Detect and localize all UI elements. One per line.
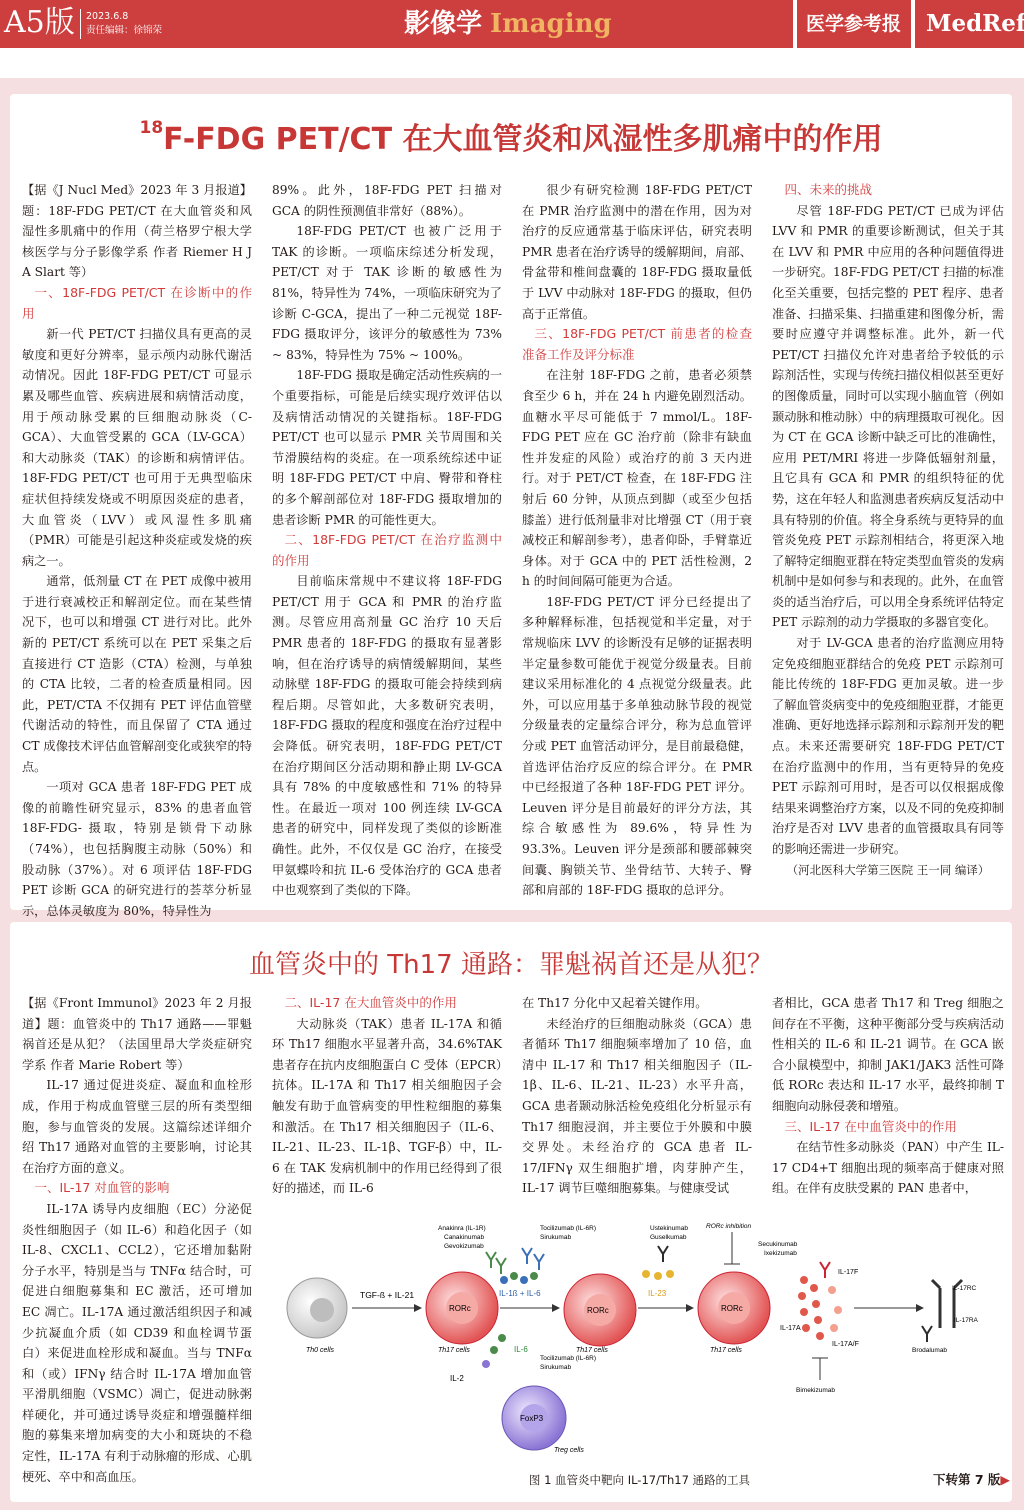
drug5-secukinumab: Secukinumab <box>758 1241 798 1248</box>
drug4-guselkumab: Guselkumab <box>650 1234 687 1241</box>
th17-label-3: Th17 cells <box>710 1347 742 1354</box>
paper-name-cn: 医学参考报 <box>806 13 902 35</box>
paragraph: 18F-FDG 摄取是确定活动性疾病的一个重要指标，可能是后续实现疗效评估以及病情活动情况的关键指标。18F-FDG PET/CT 也可以显示 PMR 关节周围和关节滑膜结构的炎症。在一项系统综述中证明 18F-FDG PET/CT 中肩、臀带和脊柱的多个解剖部位对 18F-FDG 摄取增加的患者诊断 PMR 的可能性更大。 <box>272 368 503 527</box>
drug4-ustekinumab: Ustekinumab <box>650 1225 688 1232</box>
article1-column-2 <box>272 180 502 904</box>
article2-title: 血管炎中的 Th17 通路：罪魁祸首还是从犯？ <box>249 950 773 980</box>
translator-credit: （河北医科大学第三医院 王一同 编译） <box>786 862 990 877</box>
header-bar <box>793 0 797 48</box>
section-title-en: Imaging <box>490 9 612 39</box>
continue-arrow-icon: ▶ <box>1000 1472 1010 1487</box>
drug2-sirukumab: Sirukumab <box>540 1234 572 1241</box>
il2-label: IL-2 <box>450 1374 464 1383</box>
il17f-label: IL-17F <box>838 1269 859 1276</box>
paragraph: 尽管 18F-FDG PET/CT 已成为评估 LVV 和 PMR 的重要诊断测试，但关于其在 LVV 和 PMR 中应用的各种问题值得进一步研究。18F-FDG PET/CT 扫描的标准化至关重要，包括完整的 PET 程序、患者准备、扫描采集、扫描重建和图像分析，需要时应遵守并调整标准。此外，新一代 PET/CT 扫描仪允许对患者给予较低的示踪剂活性，实现与传统扫描仪相似甚至更好的图像质量，同时可以实现小脑血管（例如颞动脉和椎动脉）中的病理摄取可视化。因为 CT 在 GCA 诊断中缺乏可比的准确性，应用 PET/MRI 将进一步降低辐射剂量，且它具有 GCA 和 PMR 的组织特征的优势，这在年轻人和监测患者疾病反复活动中具有特别的价值。将全身系统与更特异的血管炎免疫 PET 示踪剂相结合，将更深入地了解特定细胞亚群在特定类型血管炎的发病机制中是如何参与和表现的。此外，在血管炎的适当治疗后，可以用全身系统评估特定 PET 示踪剂的动力学摄取的多器官变化。 <box>772 203 1004 630</box>
article1-column-1 <box>22 180 252 918</box>
paragraph: 18F-FDG PET/CT 也被广泛用于 TAK 的诊断。一项临床综述分析发现，PET/CT 对于 TAK 诊断的敏感性为 81%，特异性为 74%，一项临床研究为了诊断 C-GCA，提出了一种二元视觉 18F-FDG 摄取评分，该评分的敏感性为 73% ~ 83%，特异性为 75% ~ 100%。 <box>272 224 502 362</box>
article2-column-4 <box>772 993 1004 1215</box>
th17-label-2: Th17 cells <box>576 1347 608 1354</box>
drug5-ixekizumab: Ixekizumab <box>764 1250 797 1257</box>
figure-caption: 图 1 血管炎中靶向 IL-17/Th17 通路的工具 <box>528 1473 751 1487</box>
il17-dot-cluster <box>798 1276 842 1340</box>
paragraph: IL-17 通过促进炎症、凝血和血栓形成，作用于构成血管壁三层的所有类型细胞，参与血管炎的发展。这篇综述详细介绍 Th17 通路对血管的主要影响，讨论其在治疗方面的意义。 <box>22 1078 252 1175</box>
header-bar <box>911 0 915 48</box>
article2-column-1 <box>22 993 252 1493</box>
brodalumab-label: Brodalumab <box>912 1347 948 1354</box>
drug3-tocilizumab: Tocilizumab (IL-6R) <box>540 1355 596 1362</box>
rorc-label-3: RORc <box>721 1304 743 1313</box>
continue-note <box>900 1470 1010 1490</box>
antibody-icon <box>486 1252 506 1274</box>
il17a-label: IL-17A <box>780 1325 801 1332</box>
th17-label-1: Th17 cells <box>438 1347 470 1354</box>
paragraph: 在结节性多动脉炎（PAN）中产生 IL-17 CD4+T 细胞出现的频率高于健康对照组。在伴有皮肤受累的 PAN 患者中， <box>772 1140 1004 1196</box>
paragraph: 未经治疗的巨细胞动脉炎（GCA）患者循环 Th17 细胞频率增加了 10 倍，血清中 IL-17 和 Th17 相关细胞因子（IL-1β、IL-6、IL-21、IL-23）水平升高，GCA 患者颞动脉活检免疫组化分析显示有 Th17 细胞浸润，并主要位于外膜和中膜交界处。未经治疗的 GCA 患者 IL-17/IFNγ 双生细胞扩增，肉芽肿产生，IL-17 调节巨噬细胞募集。与健康受试 <box>522 1016 752 1196</box>
cytokine-dots <box>482 1334 506 1368</box>
drug2-tocilizumab: Tocilizumab (IL-6R) <box>540 1225 596 1232</box>
header-divider <box>80 9 81 39</box>
rorc-label-1: RORc <box>449 1304 471 1313</box>
antibody-icon <box>820 1262 830 1278</box>
section-heading: 二、IL-17 在大血管炎中的作用 <box>284 995 457 1010</box>
th17-pathway-figure <box>272 1218 1007 1468</box>
edition-label: A5版 <box>4 5 75 40</box>
drug1-canakinumab: Canakinumab <box>444 1234 485 1241</box>
header-meta <box>86 10 162 38</box>
rorc-label-2: RORc <box>587 1306 609 1315</box>
paragraph: 89%。此外，18F-FDG PET 扫描对 GCA 的阴性预测值非常好（88%）。 <box>272 183 502 218</box>
paragraph: 18F-FDG PET/CT 评分已经提出了多种解释标准，包括视觉和半定量，对于常规临床 LVV 的诊断没有足够的证据表明半定量参数可能优于视觉分级量表。目前建议采用标准化的 4 点视觉分级量表。此外，可以应用基于多单独动脉节段的视觉分级量表的定量综合评分，称为总血管评分或 PET 血管活动评分，是目前最稳健，首选评估治疗反应的综合评分。在 PMR 中已经报道了各种 18F-FDG PET 评分。Leuven 评分是目前最好的评分方法，其综合敏感性为 89.6%，特异性为 93.3%。Leuven 评分是颈部和腰部棘突间囊、胸锁关节、坐骨结节、大转子、臀部和肩部的 18F-FDG 摄取的总评分。 <box>522 594 752 898</box>
il17rc-label: IL-17RC <box>952 1285 977 1292</box>
paragraph: 【据《J Nucl Med》2023 年 3 月报道】题：18F-FDG PET/CT 在大血管炎和风湿性多肌痛中的作用（荷兰格罗宁根大学核医学与分子影像学系 作者 Riemer H J A Slart 等） <box>22 183 252 280</box>
paragraph: 在注射 18F-FDG 之前，患者必须禁食至少 6 h，并在 24 h 内避免剧烈活动。血糖水平尽可能低于 7 mmol/L。18F-FDG PET 应在 GC 治疗前（除非有缺血性并发症的风险）或治疗的前 3 天内进行。对于 PET/CT 检查，在 18F-FDG 注射后 60 分钟，从顶点到脚（或至少包括膝盖）进行低剂量非对比增强 CT（用于衰减校正和解剖参考），患者仰卧，手臂靠近身体。对于 GCA 中的 PET 活性检测，2 h 的时间间隔可能更为合适。 <box>522 368 752 589</box>
continue-text: 下转第 7 版 <box>932 1472 1001 1487</box>
paragraph: 目前临床常规中不建议将 18F-FDG PET/CT 用于 GCA 和 PMR 的治疗监测。尽管应用高剂量 GC 治疗 10 天后 PMR 患者的 18F-FDG 的摄取有显著影响，但在治疗诱导的病情缓解期间，某些动脉壁 18F-FDG 的摄取可能会持续到病程后期。尽管如此，大多数研究表明，18F-FDG 摄取的程度和强度在治疗过程中会降低。研究表明，18F-FDG PET/CT 在治疗期间区分活动期和静止期 LV-GCA 具有 78% 的中度敏感性和 71% 的特异性。在最近一项对 100 例连续 LV-GCA 患者的研究中，同样发现了类似的诊断准确性。此外，不仅仅是 GC 治疗，在接受甲氨蝶呤和抗 IL-6 受体治疗的 GCA 患者中也观察到了类似的下降。 <box>272 574 502 898</box>
antibody-icon <box>522 1248 544 1270</box>
article1-column-3 <box>522 180 752 904</box>
section-heading: 二、18F-FDG PET/CT 在治疗监测中的作用 <box>272 532 502 568</box>
title-superscript: 18 <box>139 118 164 138</box>
il17af-label: IL-17A/F <box>832 1341 859 1348</box>
paragraph: 新一代 PET/CT 扫描仪具有更高的灵敏度和更好分辨率，显示颅内动脉代谢活动情况。因此 18F-FDG PET/CT 可显示累及哪些血管、疾病进展和病情活动度，用于颅动脉受累的巨细胞动脉炎（C-GCA）、大血管受累的 GCA（LV-GCA）和大动脉炎（TAK）的诊断和病情评估。18F-FDG PET/CT 也可用于无典型临床症状但持续发烧或不明原因炎症的患者，大血管炎（LVV）或风湿性多肌痛（PMR）可能是引起这种炎症或发烧的疾病之一。 <box>22 327 252 568</box>
paragraph: 通常，低剂量 CT 在 PET 成像中被用于进行衰减校正和解剖定位。而在某些情况下，也可以和增强 CT 进行对比。此外新的 PET/CT 系统可以在 PET 采集之后直接进行 CT 造影（CTA）检测，与单独的 CTA 比较，二者的检查质量相同。因此，PET/CTA 不仅拥有 PET 评估血管壁代谢活动的特性，而且保留了 CTA 通过 CT 成像技术评估血管解剖变化或狭窄的特点。 <box>22 574 252 774</box>
paragraph: 很少有研究检测 18F-FDG PET/CT 在 PMR 治疗监测中的潜在作用，因为对治疗的反应通常基于临床评估，研究表明 PMR 患者在治疗诱导的缓解期间，肩部、骨盆带和椎间盘囊的 18F-FDG 摄取量低于 LVV 中动脉对 18F-FDG 的摄取，但仍高于正常值。 <box>522 183 752 321</box>
antibody-icon <box>658 1246 668 1262</box>
bimekizumab-label: Bimekizumab <box>796 1387 836 1394</box>
page-header <box>0 0 1024 48</box>
il23-label: IL-23 <box>648 1289 667 1298</box>
section-heading: 三、18F-FDG PET/CT 前患者的检查准备工作及评分标准 <box>522 326 752 362</box>
paper-name-en: MedRef <box>926 10 1026 37</box>
responsible-editor: 责任编辑：徐锦荣 <box>86 25 163 36</box>
paragraph: 大动脉炎（TAK）患者 IL-17A 和循环 Th17 细胞水平显著升高，34.6%TAK 患者存在抗内皮细胞蛋白 C 受体（EPCR）抗体。IL-17A 和 Th17 相关细胞因子会触发有助于血管病变的甲性粒细胞的募集和激活。在 Th17 相关细胞因子（IL-6、IL-21、IL-23、IL-1β、TGF-β）中，IL-6 在 TAK 发病机制中的作用已经得到了很好的描述，而 IL-6 <box>272 1016 502 1196</box>
drug1-gevokizumab: Gevokizumab <box>444 1243 484 1250</box>
paragraph: IL-17A 诱导内皮细胞（EC）分泌促炎性细胞因子（如 IL-6）和趋化因子（如 IL-8、CXCL1、CCL2），它还增加黏附分子水平，特别是当与 TNFα 结合时，可促进白细胞募集和 EC 激活，还可增加 EC 凋亡。IL-17A 通过激活组织因子和减少抗凝血介质（如 CD39 和血栓调节蛋白）来促进血栓形成和凝血。当与 TNFα 和（或）IFNγ 结合时 IL-17A 增加血管平滑肌细胞（VSMC）凋亡，促进动脉粥样硬化，并可通过诱导炎症和增强髓样细胞的募集来增加病变的大小和斑块的不稳定性，IL-17A 有利于动脉瘤的形成、心肌梗死、卒中和高血压。 <box>22 1201 252 1484</box>
foxp3-label: FoxP3 <box>520 1414 544 1423</box>
il1b-il6-label: IL-1ß + IL-6 <box>499 1289 541 1298</box>
il17ra-label: IL-17RA <box>954 1317 978 1324</box>
title-text: F-FDG PET/CT 在大血管炎和风湿性多肌痛中的作用 <box>163 122 883 157</box>
cytokine-dots <box>642 1270 674 1280</box>
paragraph: 对于 LV-GCA 患者的治疗监测应用特定免疫细胞亚群结合的免疫 PET 示踪剂可能比传统的 18F-FDG 更加灵敏。进一步了解血管炎病变中的免疫细胞亚群，才能更准确、更好地选择示踪剂和示踪剂开发的靶点。未来还需要研究 18F-FDG PET/CT 在治疗监测中的作用，当有更特异的免疫 PET 示踪剂可用时，是否可以仅根据成像结果来调整治疗方案，以及不同的免疫抑制治疗是否对 LVV 患者的血管摄取具有同等的影响还需进一步研究。 <box>772 636 1004 856</box>
rorc-inhibition-label: RORc inhibition <box>706 1223 752 1230</box>
paragraph: 一项对 GCA 患者 18F-FDG PET 成像的前瞻性研究显示，83% 的患者血管 18F-FDG- 摄取，特别是锁骨下动脉（74%），也包括胸腹主动脉（50%）和股动脉（37%）。对 6 项评估 18F-FDG PET 诊断 GCA 的研究进行的荟萃分析显示，总体灵敏度为 80%，特异性为 <box>22 780 252 918</box>
section-heading: 一、18F-FDG PET/CT 在诊断中的作用 <box>22 284 252 321</box>
article2-column-2 <box>272 993 502 1215</box>
il6-label: IL-6 <box>514 1345 528 1354</box>
th0-nucleus <box>310 1298 334 1322</box>
antibody-icon <box>922 1326 932 1342</box>
article1-column-4 <box>772 180 1004 904</box>
section-heading: 一、IL-17 对血管的影响 <box>34 1180 170 1196</box>
issue-date: 2023.6.8 <box>86 11 129 22</box>
treg-label: Treg cells <box>554 1447 584 1454</box>
article1-title <box>10 118 1012 162</box>
paragraph: 【据《Front Immunol》2023 年 2 月报道】题：血管炎中的 Th17 通路——罪魁祸首还是从犯？（法国里昂大学炎症研究学系 作者 Marie Robert 等） <box>22 996 252 1072</box>
section-title-cn: 影像学 <box>404 9 483 39</box>
drug1-anakinra: Anakinra (IL-1R) <box>438 1225 486 1232</box>
th0-label: Th0 cells <box>306 1347 335 1354</box>
article2-column-3 <box>522 993 752 1215</box>
section-heading: 四、未来的挑战 <box>784 182 873 197</box>
section-title <box>404 6 612 42</box>
paragraph: 者相比，GCA 患者 Th17 和 Treg 细胞之间存在不平衡，这种平衡部分受与疾病活动性相关的 IL-6 和 IL-21 调节。在 GCA 嵌合小鼠模型中，抑制 JAK1/JAK3 活性可降低 RORc 表达和 IL-17 水平，最终抑制 T 细胞向动脉侵袭和增殖。 <box>772 996 1004 1113</box>
section-heading: 三、IL-17 在中血管炎中的作用 <box>784 1118 957 1134</box>
cytokine-dots <box>500 1272 538 1284</box>
tgf-label: TGF-ß + IL-21 <box>360 1290 415 1300</box>
paragraph: 在 Th17 分化中又起着关键作用。 <box>522 996 708 1010</box>
drug3-sirukumab: Sirukumab <box>540 1364 572 1371</box>
